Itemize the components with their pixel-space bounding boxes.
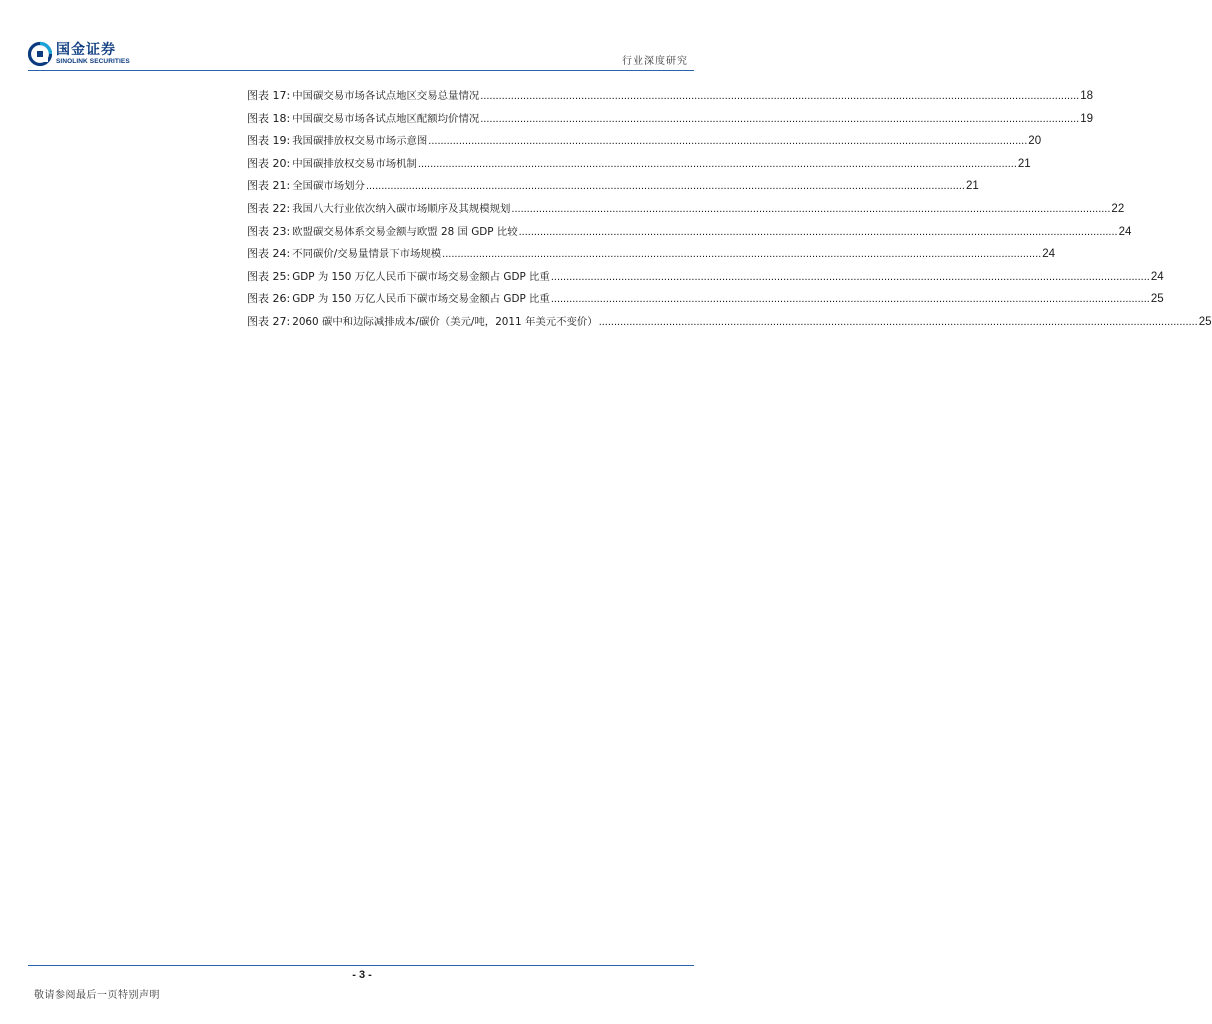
toc-entry-page-number[interactable]: 19 [1080,112,1094,125]
toc-entry[interactable] [247,155,1031,178]
toc-entry-page-number[interactable]: 25 [1150,293,1164,306]
toc-entry-title[interactable]: 中国碳交易市场各试点地区配额均价情况 [292,112,480,125]
toc-entry[interactable] [247,110,1094,133]
toc-entry-label: 图表 17: [247,89,291,102]
toc-entry-page-number[interactable]: 20 [1028,135,1042,148]
toc-entry-title[interactable]: 我国碳排放权交易市场示意图 [292,135,428,148]
toc-entry-page-number[interactable]: 25 [1198,315,1212,328]
toc-entry-title[interactable]: 欧盟碳交易体系交易金额与欧盟 28 国 GDP 比较 [292,225,518,238]
toc-entry-label: 图表 20: [247,156,291,170]
toc-entry-title[interactable]: GDP 为 150 万亿人民币下碳市场交易金额占 GDP 比重 [292,293,550,306]
toc-entry-label: 图表 27: [247,314,291,328]
toc-dot-leader [551,271,1150,283]
toc-entry-label: 图表 21: [247,179,291,193]
toc-entry[interactable] [247,223,1132,246]
disclaimer-text: 敬请参阅最后一页特别声明 [34,990,160,1001]
toc-entry-label: 图表 23: [247,224,291,238]
toc-dot-leader [366,180,965,192]
toc-entry-title[interactable]: 中国碳交易市场各试点地区交易总量情况 [292,90,480,102]
toc-entry-page-number[interactable]: 24 [1150,270,1164,283]
toc-entry-label: 图表 26: [247,292,291,306]
toc-entry[interactable] [247,313,1212,336]
toc-entry-label: 图表 19: [247,134,291,148]
logo-english-name: SINOLINK SECURITIES [56,57,130,65]
footer-divider [28,965,694,966]
toc-entry[interactable] [247,245,1055,268]
toc-entry-page-number[interactable]: 24 [1118,225,1132,238]
toc-dot-leader [599,316,1198,328]
figure-index-list [247,87,1212,336]
toc-entry[interactable] [247,268,1164,291]
toc-entry-page-number[interactable]: 18 [1080,90,1094,102]
toc-entry[interactable] [247,87,1094,110]
toc-dot-leader [519,226,1118,238]
toc-dot-leader [551,293,1150,305]
toc-entry-page-number[interactable]: 22 [1111,202,1125,215]
toc-entry-title[interactable]: 2060 碳中和边际减排成本/碳价（美元/吨，2011 年美元不变价） [292,315,598,328]
report-type-label: 行业深度研究 [622,56,688,67]
toc-entry[interactable] [247,200,1125,223]
toc-entry[interactable] [247,290,1164,313]
header-divider [28,70,694,71]
toc-entry-title[interactable]: 不同碳价/交易量情景下市场规模 [292,248,442,261]
toc-dot-leader [511,203,1110,215]
toc-entry-page-number[interactable]: 21 [1017,157,1031,170]
toc-dot-leader [428,135,1027,147]
toc-entry-title[interactable]: 中国碳排放权交易市场机制 [292,157,417,170]
toc-entry-label: 图表 22: [247,201,291,215]
toc-entry-label: 图表 18: [247,111,291,125]
toc-entry-title[interactable]: GDP 为 150 万亿人民币下碳市场交易金额占 GDP 比重 [292,270,550,283]
toc-entry-label: 图表 25: [247,269,291,283]
page-header [28,38,694,68]
company-logo [28,41,130,67]
sinolink-logo-icon [28,42,52,66]
toc-entry[interactable] [247,177,979,200]
page-number: - 3 - [352,969,372,981]
toc-dot-leader [480,113,1079,125]
toc-dot-leader [442,248,1041,260]
toc-entry[interactable] [247,132,1042,155]
toc-entry-page-number[interactable]: 21 [965,180,979,193]
toc-entry-page-number[interactable]: 24 [1042,248,1055,261]
toc-dot-leader [480,90,1079,102]
toc-dot-leader [418,158,1017,170]
logo-chinese-name: 国金证券 [56,41,116,58]
toc-entry-title[interactable]: 我国八大行业依次纳入碳市场顺序及其规模规划 [292,202,511,215]
toc-entry-label: 图表 24: [247,247,291,261]
toc-entry-title[interactable]: 全国碳市场划分 [292,180,365,193]
